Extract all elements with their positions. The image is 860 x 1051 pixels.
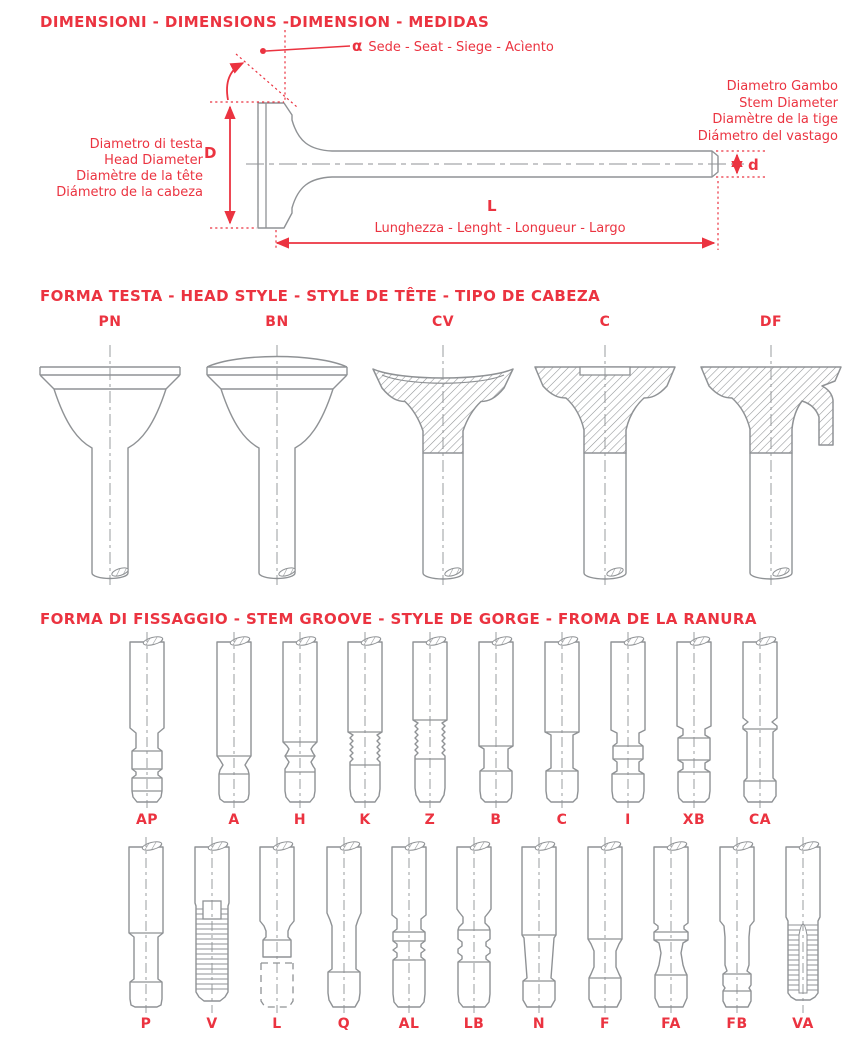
length-label: Lunghezza - Lenght - Longueur - Largo [374, 221, 626, 236]
stem-groove-label-C: C [556, 812, 568, 828]
stem-diameter-label [600, 79, 838, 145]
stem-groove-label-AL: AL [398, 1016, 420, 1032]
stem-groove-title: FORMA DI FISSAGGIO - STEM GROOVE - STYLE DE GORGE - FROMA DE LA RANURA [40, 610, 757, 628]
dimensions-title: DIMENSIONI - DIMENSIONS -DIMENSION - MEDIDAS [40, 13, 490, 31]
label-line: Diámetro de la cabeza [56, 185, 203, 200]
stem-groove-label-V: V [206, 1016, 218, 1032]
stem-groove-label-XB: XB [682, 812, 706, 828]
head-style-figure-PN [25, 330, 195, 590]
stem-groove-figure-I [600, 630, 656, 820]
stem-groove-figure-N [511, 835, 567, 1025]
stem-groove-figure-P [118, 835, 174, 1025]
head-style-label-BN: BN [265, 314, 289, 330]
stem-groove-figure-H [272, 630, 328, 820]
label-line: Diamètre de la tige [712, 112, 838, 127]
stem-groove-label-FB: FB [726, 1016, 748, 1032]
stem-groove-figure-L [249, 835, 305, 1025]
stem-groove-figure-A [206, 630, 262, 820]
label-line: Diametro di testa [89, 137, 203, 152]
head-style-label-C: C [599, 314, 611, 330]
stem-groove-figure-K [337, 630, 393, 820]
head-diameter-symbol: D [204, 144, 217, 162]
head-style-title: FORMA TESTA - HEAD STYLE - STYLE DE TÊTE - TIPO DE CABEZA [40, 287, 601, 305]
stem-groove-figure-CA [732, 630, 788, 820]
head-style-figure-DF [686, 330, 856, 590]
stem-groove-label-P: P [140, 1016, 152, 1032]
stem-groove-figure-FA [643, 835, 699, 1025]
seat-annotation [352, 37, 554, 55]
stem-groove-label-F: F [599, 1016, 611, 1032]
stem-groove-figure-F [577, 835, 633, 1025]
stem-groove-figure-LB [446, 835, 502, 1025]
label-line: Diámetro del vastago [697, 128, 838, 144]
stem-groove-label-N: N [532, 1016, 546, 1032]
stem-groove-label-K: K [359, 812, 371, 828]
stem-groove-label-L: L [272, 1016, 282, 1032]
stem-groove-figure-B [468, 630, 524, 820]
label-line: Head Diameter [104, 153, 203, 168]
head-style-label-PN: PN [98, 314, 122, 330]
head-diameter-label [20, 137, 203, 201]
stem-groove-figure-FB [709, 835, 765, 1025]
head-style-label-CV: CV [431, 314, 455, 330]
seat-label: Sede - Seat - Siege - Acìento [368, 40, 554, 55]
stem-groove-label-VA: VA [792, 1016, 814, 1032]
head-style-figure-BN [192, 330, 362, 590]
seat-angle-symbol: α [352, 37, 363, 55]
length-symbol: L [487, 197, 497, 215]
stem-groove-label-H: H [293, 812, 307, 828]
stem-groove-label-Z: Z [424, 812, 436, 828]
stem-groove-figure-AP [119, 630, 175, 820]
label-line: Diamètre de la tête [76, 169, 203, 184]
stem-groove-label-B: B [490, 812, 502, 828]
stem-groove-figure-V [184, 835, 240, 1025]
label-line: Stem Diameter [739, 95, 838, 111]
stem-groove-label-LB: LB [463, 1016, 485, 1032]
stem-groove-figure-Q [316, 835, 372, 1025]
stem-groove-figure-VA [775, 835, 831, 1025]
stem-groove-label-Q: Q [337, 1016, 351, 1032]
stem-groove-label-CA: CA [748, 812, 772, 828]
stem-groove-label-A: A [228, 812, 240, 828]
stem-groove-figure-XB [666, 630, 722, 820]
head-style-figure-C [520, 330, 690, 590]
stem-groove-label-FA: FA [661, 1016, 681, 1032]
stem-groove-label-I: I [625, 812, 631, 828]
head-style-figure-CV [358, 330, 528, 590]
head-style-label-DF: DF [759, 314, 783, 330]
stem-diameter-symbol: d [748, 156, 759, 174]
stem-groove-figure-Z [402, 630, 458, 820]
stem-groove-figure-C [534, 630, 590, 820]
stem-groove-label-AP: AP [135, 812, 159, 828]
label-line: Diametro Gambo [726, 79, 838, 94]
stem-groove-figure-AL [381, 835, 437, 1025]
